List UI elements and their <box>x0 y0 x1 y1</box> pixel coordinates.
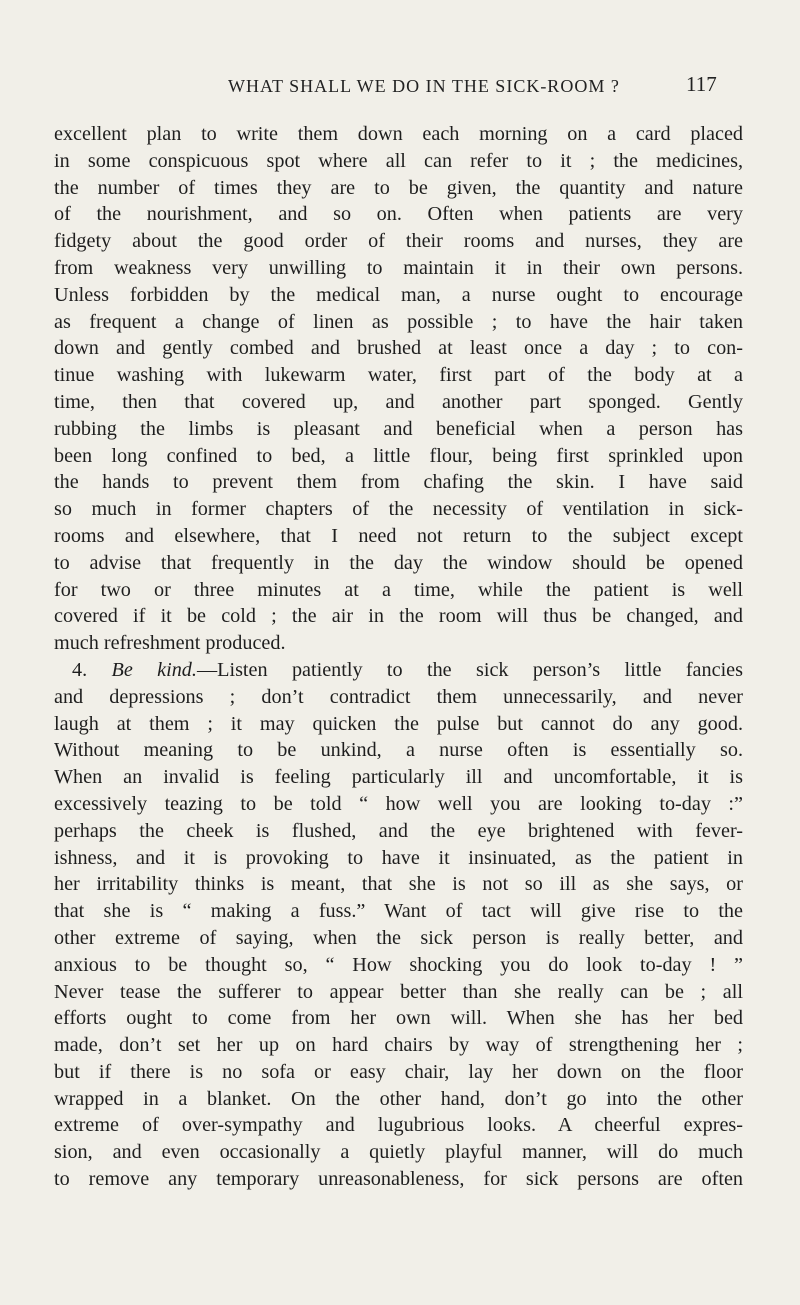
section-heading: Be kind. <box>111 658 197 681</box>
running-title: WHAT SHALL WE DO IN THE SICK-ROOM ? <box>228 76 620 96</box>
text-line: that she is “ making a fuss.” Want of tact will give rise to the <box>54 900 743 923</box>
text-line: rubbing the limbs is pleasant and beneficial when a person has <box>54 417 743 440</box>
text-line: from weakness very unwilling to maintain it in their own persons. <box>54 256 743 279</box>
text-line: but if there is no sofa or easy chair, lay her down on the floor <box>54 1060 743 1083</box>
text-line: to remove any temporary unreasonableness, for sick persons are often <box>54 1168 743 1191</box>
text-line: Without meaning to be unkind, a nurse often is essentially so. <box>54 739 743 762</box>
text-line: time, then that covered up, and another part sponged. Gently <box>54 390 743 413</box>
text-line: the number of times they are to be given, the quantity and nature <box>54 176 743 199</box>
text-line: for two or three minutes at a time, while the patient is well <box>54 578 743 601</box>
text-line: efforts ought to come from her own will. When she has her bed <box>54 1007 743 1030</box>
text-line: made, don’t set her up on hard chairs by way of strengthening her ; <box>54 1034 743 1057</box>
text-line: much refreshment produced. <box>54 632 286 655</box>
text-line: other extreme of saying, when the sick person is really better, and <box>54 926 743 949</box>
text-line: excessively teazing to be told “ how well you are looking to-day :” <box>54 792 743 815</box>
text-line: so much in former chapters of the necessity of ventilation in sick- <box>54 498 743 521</box>
text-line: of the nourishment, and so on. Often when patients are very <box>54 203 743 226</box>
text-line: Never tease the sufferer to appear better than she really can be ; all <box>54 980 743 1003</box>
section-number: 4. <box>72 658 88 681</box>
text-line: extreme of over-sympathy and lugubrious looks. A cheerful expres- <box>54 1114 743 1137</box>
text-line: When an invalid is feeling particularly ill and uncomfortable, it is <box>54 766 743 789</box>
text-line: excellent plan to write them down each morning on a card placed <box>54 123 743 145</box>
section-first-line-text: —Listen patiently to the sick person’s little fancies <box>196 658 744 681</box>
text-line: fidgety about the good order of their rooms and nurses, they are <box>54 230 743 253</box>
text-line: been long confined to bed, a little flour, being first sprinkled upon <box>54 444 743 467</box>
section-4-first-line <box>54 657 743 684</box>
text-line: tinue washing with lukewarm water, first part of the body at a <box>54 364 743 387</box>
text-line: the hands to prevent them from chafing the skin. I have said <box>54 471 743 494</box>
text-line: perhaps the cheek is flushed, and the eye brightened with fever- <box>54 819 743 842</box>
text-line: down and gently combed and brushed at least once a day ; to con- <box>54 337 743 360</box>
text-line: as frequent a change of linen as possible ; to have the hair taken <box>54 310 743 333</box>
body-text <box>54 121 743 1193</box>
page-number: 117 <box>686 72 717 96</box>
running-head <box>228 76 698 97</box>
text-line: Unless forbidden by the medical man, a nurse ought to encourage <box>54 283 743 306</box>
text-line: to advise that frequently in the day the window should be opened <box>54 551 743 574</box>
text-line: in some conspicuous spot where all can refer to it ; the medicines, <box>54 149 743 172</box>
text-line: wrapped in a blanket. On the other hand, don’t go into the other <box>54 1087 743 1110</box>
text-line: sion, and even occasionally a quietly playful manner, will do much <box>54 1141 743 1164</box>
text-line: and depressions ; don’t contradict them unnecessarily, and never <box>54 685 743 708</box>
text-line: her irritability thinks is meant, that she is not so ill as she says, or <box>54 873 743 896</box>
text-line: laugh at them ; it may quicken the pulse but cannot do any good. <box>54 712 743 735</box>
text-line: ishness, and it is provoking to have it insinuated, as the patient in <box>54 846 743 869</box>
text-line: rooms and elsewhere, that I need not return to the subject except <box>54 524 743 547</box>
text-line: anxious to be thought so, “ How shocking you do look to-day ! ” <box>54 953 743 976</box>
text-line: covered if it be cold ; the air in the room will thus be changed, and <box>54 605 743 628</box>
